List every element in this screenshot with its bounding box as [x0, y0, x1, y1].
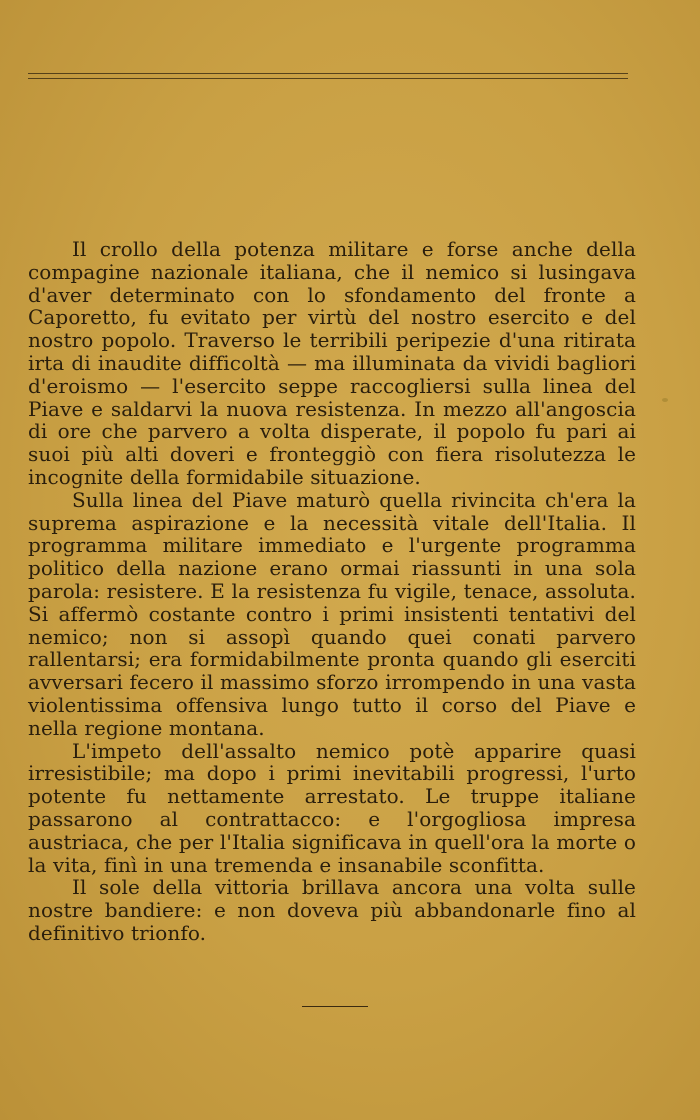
header-double-rule-bottom	[28, 78, 628, 79]
header-double-rule-top	[28, 73, 628, 74]
paper-speck	[662, 398, 668, 402]
paragraph: Il sole della vittoria brillava ancora una volta sulle nostre bandiere: e non doveva più abbandonarle fino al definitivo trionfo.	[28, 875, 636, 945]
paragraph: Il crollo della potenza militare e forse anche della compagine nazionale italiana, che il nemico si lusingava d'aver determinato con lo sfondamento del fronte a Caporetto, fu evitato per virtù del nostro esercito e del nostro popolo. Traverso le terribili peripezie d'una ritirata irta di inaudite difficoltà — ma illuminata da vividi bagliori d'eroismo — l'esercito seppe raccogliersi sulla linea del Piave e saldarvi la nuova resistenza. In mezzo all'angoscia di ore che parvero a volta disperate, il popolo fu pari ai suoi più alti doveri e fronteggiò con fiera risolutezza le incognite della formidabile situazione.	[28, 237, 636, 489]
paragraph: L'impeto dell'assalto nemico potè apparire quasi irresistibile; ma dopo i primi inevitabili progressi, l'urto potente fu nettamente arrestato. Le truppe italiane passarono al contrattacco: e l'orgogliosa impresa austriaca, che per l'Italia significava in quell'ora la morte o la vita, finì in una tremenda e insanabile sconfitta.	[28, 738, 636, 877]
closing-rule	[302, 1006, 368, 1007]
paragraph: Sulla linea del Piave maturò quella rivincita ch'era la suprema aspirazione e la necessità vitale dell'Italia. Il programma militare immediato e l'urgente programma politico della nazione erano ormai riassunti in una sola parola: resistere. E la resistenza fu vigile, tenace, assoluta. Si affermò costante contro i primi insistenti tentativi del nemico; non si assopì quando quei conati parvero rallentarsi; era formidabilmente pronta quando gli eserciti avversari fecero il massimo sforzo irrompendo in una vasta violentissima offensiva lungo tutto il corso del Piave e nella regione montana.	[28, 487, 636, 740]
body-text	[28, 238, 636, 945]
